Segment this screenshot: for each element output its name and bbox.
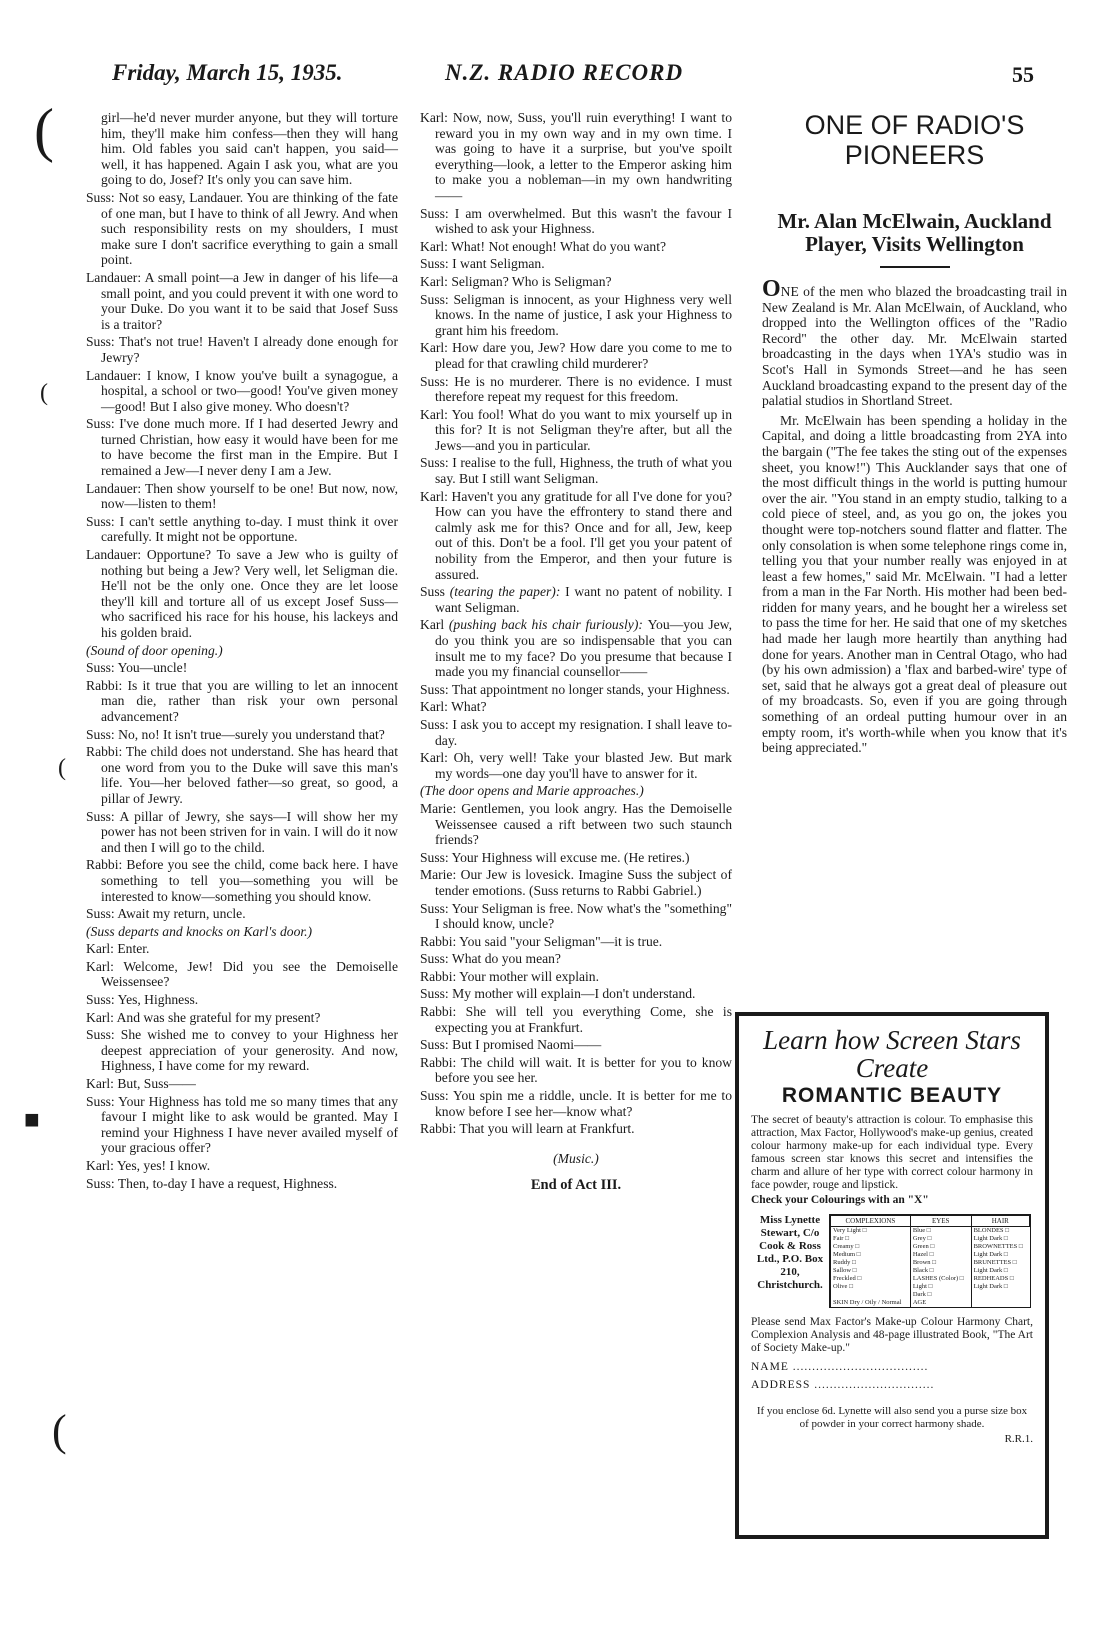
speaker-name: Suss: — [420, 291, 454, 307]
dialogue-line — [420, 617, 732, 679]
speaker-name: Karl: — [420, 238, 452, 254]
hair-option[interactable]: Light Dark □ — [973, 1251, 1008, 1258]
dialogue-line — [420, 867, 732, 898]
chart-header: EYES — [910, 1216, 971, 1227]
dialogue-line — [420, 850, 732, 866]
ad-form-text: Please send Max Factor's Make-up Colour Harmony Chart, Complexion Analysis and 48-page illustrated Book, "The Art of Society Make-up." — [751, 1316, 1033, 1354]
eye-option[interactable]: Grey □ — [912, 1235, 932, 1242]
bracket-mark: ( — [34, 97, 54, 163]
stage-direction: (pushing back his chair furiously): — [448, 617, 648, 633]
speaker-name: Landauer: — [86, 367, 147, 383]
dialogue-line — [86, 1010, 398, 1026]
speaker-name: Suss: — [420, 373, 455, 389]
speaker-name: Suss: — [420, 986, 453, 1002]
line-text: Gentlemen, you look angry. Has the Demoiselle Weissensee caused a rift between two such staunch friends? — [435, 800, 733, 848]
hair-option[interactable]: Light Dark □ — [973, 1267, 1008, 1274]
dialogue-line — [420, 717, 732, 748]
address-field[interactable]: ADDRESS ............................... — [751, 1379, 935, 1391]
speaker-name: Suss: — [420, 205, 455, 221]
dialogue-line — [420, 1121, 732, 1137]
line-text: A pillar of Jewry, she says—I will show her my power has not been striven for in vain. I will do it now and then I will go to the child. — [101, 808, 398, 855]
speaker-name: Rabbi: — [420, 1004, 466, 1020]
line-text: She wished me to convey to your Highness her deepest appreciation of your generosity. And now, Highness, I have come for my reward. — [101, 1027, 398, 1074]
speaker-name: Suss: — [86, 992, 118, 1008]
page-number: 55 — [1012, 62, 1034, 87]
dialogue-line — [86, 547, 398, 641]
line-text: Before you see the child, come back here. I have something to tell you—something you will be interested to know—something you should know. — [101, 857, 398, 904]
speaker-name: Suss: — [86, 726, 119, 742]
speaker-name: Karl: — [420, 406, 452, 422]
dialogue-line — [86, 1076, 398, 1092]
article-paragraph: Mr. McElwain has been spending a holiday in the Capital, and doing a little broadcasting from 2YA into the bargain ("The fee takes the sting out of the expenses sheet, you know!") This Aucklander says that one of the most difficult things in the world is putting humour over the air. "You stand in an empty studio, talking to a cold piece of steel, and, as you go on, the jokes you thought were top-notchers sound flatter and flatter. The only consolation is when some telephone rings come in, telling you that your number really was enjoyed in at least a few homes," said Mr. McElwain. "I had a letter from a man in the Far North. His mother had been bed-ridden for many years, and he bought her a wireless set to pass the time for her. He said that one of my sketches had made her laugh more heartily than anything had done for years. Another man in Central Otago, who had (by his own admission) a 'flax and barbed-wire' type of set, said that he always got a great deal of pleasure out of my broadcasts. So, even if you are going through something of an ordeal putting humour over in an empty room, it's worth-while when you know that it's being appreciated." — [762, 412, 1067, 756]
page-header — [0, 58, 1114, 94]
dialogue-line — [86, 110, 398, 188]
speaker-name: Karl: — [420, 110, 453, 125]
ad-body: The secret of beauty's attraction is colour. To emphasise this attraction, Max Factor, Hollywood's make-up genius, created colour harmony make-up for each individual type. Every famous screen star knows this secret and intensifies the charm and allure of her type with correct colour harmony in face powder, rouge and lipstick. — [751, 1114, 1033, 1191]
speaker-name: Rabbi: — [420, 968, 460, 984]
line-text: You spin me a riddle, uncle. It is better for me to know before I see her—know what? — [435, 1088, 733, 1119]
speaker-name: Karl — [420, 617, 449, 633]
line-text: Your Highness has told me so many times that any favour I might like to ask would be granted. May I remind your Highness I have never availed myself of your gracious offer? — [101, 1093, 398, 1156]
eye-option[interactable]: LASHES (Color) □ — [912, 1275, 964, 1282]
line-text: Not so easy, Landauer. You are thinking of the fate of one man, but I have to think of all Jewry. And when such responsibility rests on my shoulders, I must make sure I don't sacrifice everything to gain a small point. — [101, 189, 398, 268]
bracket-mark: ( — [52, 1406, 67, 1455]
article-column — [762, 110, 1067, 760]
dialogue-line — [420, 699, 732, 715]
line-text: And was she grateful for my present? — [116, 1009, 321, 1025]
age-field[interactable]: AGE — [910, 1299, 971, 1307]
dialogue-line — [86, 1094, 398, 1156]
dialogue-line — [86, 1176, 398, 1192]
dialogue-line — [420, 110, 732, 204]
music-cue: (Music.) — [553, 1150, 599, 1166]
eye-option[interactable]: Brown □ — [912, 1259, 937, 1266]
dialogue-line — [86, 941, 398, 957]
line-text: My mother will explain—I don't understand. — [452, 986, 696, 1002]
line-text: That you will learn at Frankfurt. — [459, 1121, 635, 1137]
line-text: Then, to-day I have a request, Highness. — [117, 1175, 338, 1191]
stage-direction — [86, 924, 398, 940]
speaker-name: Rabbi: — [86, 857, 127, 873]
colouring-chart[interactable] — [829, 1214, 1031, 1308]
speaker-name: Suss: — [86, 906, 118, 922]
dialogue-line — [86, 416, 398, 478]
hair-option[interactable]: BRUNETTES □ — [973, 1259, 1017, 1266]
ad-headline: Learn how Screen Stars Create — [763, 1025, 1021, 1083]
line-text: Opportune? To save a Jew who is guilty of nothing but being a Jew? Very well, let Seligman die. He'll not be the only one. Once they are let loose they'll kill and torture all of us except Josef Suss—who sacrificed his race for his house, his lackeys and his golden braid. — [101, 547, 398, 640]
dialogue-line — [420, 274, 732, 290]
speaker-name: Rabbi: — [86, 677, 128, 693]
speaker-name: Rabbi: — [420, 933, 460, 949]
dialogue-line — [86, 906, 398, 922]
dialogue-line — [86, 959, 398, 990]
divider — [880, 266, 950, 268]
eye-option[interactable]: Blue □ — [912, 1227, 931, 1234]
ad-check-instruction: Check your Colourings with an "X" — [751, 1194, 929, 1206]
line-text: A small point—a Jew in danger of his life—a small point, and you could prevent it with one word to your Duke. Do you want it to be said that Josef Suss is a traitor? — [101, 269, 398, 332]
dialogue-line — [86, 727, 398, 743]
complexion-option[interactable]: Ruddy □ — [833, 1259, 856, 1266]
line-text: The child will wait. It is better for you to know before you see her. — [435, 1054, 732, 1086]
dialogue-line — [420, 1037, 732, 1053]
publication-title: N.Z. RADIO RECORD — [445, 60, 684, 85]
dialogue-line — [420, 340, 732, 371]
coupon — [751, 1214, 1033, 1308]
dialogue-line — [420, 455, 732, 486]
skin-field[interactable]: SKIN Dry / Oily / Normal — [831, 1299, 911, 1307]
line-text: (Sound of door opening.) — [86, 642, 223, 658]
stage-direction — [420, 783, 732, 799]
dialogue-line — [420, 901, 732, 932]
dialogue-line — [86, 660, 398, 676]
play-column-1 — [86, 110, 398, 1193]
line-text: (The door opens and Marie approaches.) — [420, 783, 644, 799]
dialogue-line — [420, 489, 732, 583]
line-text: Await my return, uncle. — [117, 906, 246, 922]
speaker-name: Marie: — [420, 867, 461, 883]
stage-direction: (tearing the paper): — [449, 584, 566, 600]
speaker-name: Suss: — [420, 455, 453, 471]
line-text: girl—he'd never murder anyone, but they will torture him, they'll make him confess—then they will hang him. Old fables you said can't happen, you said—well, it has happened. Again I ask you, what are you going to do, Josef? It's only you can save him. — [101, 110, 398, 188]
dialogue-line — [86, 514, 398, 545]
dialogue-line — [86, 334, 398, 365]
dialogue-line — [420, 374, 732, 405]
speaker-name: Suss: — [86, 808, 120, 824]
line-text: I am overwhelmed. But this wasn't the favour I wished to ask your Highness. — [435, 205, 732, 237]
line-text: Is it true that you are willing to let an innocent man die, rather than risk your own personal advancement? — [101, 677, 398, 724]
line-text: No, no! It isn't true—surely you understand that? — [118, 726, 385, 742]
speaker-name: Karl: — [86, 941, 118, 957]
dialogue-line — [86, 270, 398, 332]
dialogue-line — [420, 682, 732, 698]
dialogue-line — [86, 857, 398, 904]
speaker-name: Suss: — [420, 256, 453, 272]
speaker-name: Suss: — [420, 1037, 453, 1053]
speaker-name: Rabbi: — [420, 1121, 460, 1137]
speaker-name: Suss: — [86, 1093, 119, 1109]
dialogue-line — [86, 481, 398, 512]
line-text: Now, now, Suss, you'll ruin everything! I want to reward you in my own way and in my own time. I was going to have it a surprise, but you've spoilt everything—look, a letter to the Emperor asking him to make you a nobleman—in my own handwriting—— — [435, 110, 732, 203]
ad-footer: If you enclose 6d. Lynette will also send you a purse size box of powder in your correct harmony shade. — [756, 1405, 1028, 1430]
line-text: Seligman is innocent, as your Highness very well knows. In the name of justice, I ask your Highness to grant him his freedom. — [435, 291, 732, 338]
line-text: But I promised Naomi—— — [452, 1037, 602, 1053]
hair-option[interactable]: BROWNETTES □ — [973, 1243, 1023, 1250]
complexion-option[interactable]: Olive □ — [833, 1283, 853, 1290]
line-text: Haven't you any gratitude for all I've done for you? How can you have the effrontery to stand there and calmly ask me for this? Once and for all, Jew, keep out of this. Don't be a fool. I'll get you your patent of nobility from the Emperor, and then your future is assured. — [435, 488, 732, 582]
name-field[interactable]: NAME ................................... — [751, 1361, 929, 1373]
line-text: That's not true! Haven't I already done enough for Jewry? — [101, 334, 398, 365]
ad-reference: R.R.1. — [1004, 1433, 1033, 1445]
speaker-name: Landauer: — [86, 547, 147, 563]
speaker-name: Suss: — [420, 849, 452, 865]
eye-option[interactable]: Hazel □ — [912, 1251, 934, 1258]
speaker-name: Suss: — [86, 189, 119, 205]
complexion-option[interactable]: Creamy □ — [833, 1243, 860, 1250]
speaker-name: Landauer: — [86, 480, 145, 496]
dialogue-line — [420, 934, 732, 950]
line-text: Enter. — [117, 941, 150, 957]
dialogue-line — [420, 292, 732, 339]
chart-header: COMPLEXIONS — [831, 1216, 911, 1227]
dialogue-line — [420, 584, 732, 615]
speaker-name: Karl: — [86, 1009, 117, 1025]
dialogue-line — [420, 1055, 732, 1086]
line-text: How dare you, Jew? How dare you come to me to plead for that crawling child murderer? — [435, 340, 732, 371]
hair-option[interactable]: REDHEADS □ — [973, 1275, 1014, 1282]
dialogue-line — [420, 407, 732, 454]
dialogue-line — [86, 190, 398, 268]
speaker-name: Suss: — [86, 334, 119, 350]
dialogue-line — [420, 206, 732, 237]
speaker-name: Suss: — [86, 1175, 118, 1191]
line-text: You—you Jew, do you think you are so indispensable that you can insult me to my face? Do you presume that because I made you my financial counsellor—— — [435, 617, 732, 680]
hair-option[interactable]: BLONDES □ — [973, 1227, 1010, 1234]
dialogue-line — [86, 678, 398, 725]
dialogue-line — [86, 1158, 398, 1174]
speaker-name: Karl: — [420, 699, 452, 715]
line-text: What! Not enough! What do you want? — [451, 238, 667, 254]
speaker-name: Suss: — [86, 513, 120, 529]
mailing-address: Miss Lynette Stewart, C/o Cook & Ross Ltd., P.O. Box 210, Christchurch. — [756, 1214, 824, 1291]
complexion-option[interactable]: Very Light □ — [833, 1227, 867, 1234]
line-text: He is no murderer. There is no evidence. I must therefore repeat my request for this freedom. — [435, 373, 732, 405]
speaker-name: Suss: — [86, 1027, 121, 1043]
article-paragraph: ONE of the men who blazed the broadcasting trail in New Zealand is Mr. Alan McElwain, of Auckland, who dropped into the Wellington offices of the "Radio Record" the other day. Mr. McElwain started broadcasting in the days when 1YA's studio was in Scot's Hall in Symonds Street—and he has seen Auckland broadcasting expand to the present day of the palatial studios in Shortland Street. — [762, 276, 1067, 409]
dialogue-line — [420, 239, 732, 255]
line-text: What do you mean? — [451, 951, 561, 967]
ink-blot-mark: ■ — [24, 1105, 40, 1134]
bracket-mark: ( — [40, 380, 48, 406]
line-text: Our Jew is lovesick. Imagine Suss the subject of tender emotions. (Suss returns to Rabbi Gabriel.) — [435, 867, 732, 898]
speaker-name: Karl: — [420, 340, 453, 356]
line-text: I've done much more. If I had deserted Jewry and turned Christian, how easy it would have been for me to have become the first man in the Empire. But I remained a Jew—I never deny I am a Jew. — [101, 416, 398, 479]
speaker-name: Marie: — [420, 800, 462, 816]
speaker-name: Suss: — [86, 416, 120, 432]
dialogue-line — [86, 809, 398, 856]
line-text: I know, I know you've built a synagogue, a hospital, a school or two—good! You've given money—good! But I also give money. Who doesn't? — [101, 367, 398, 414]
line-text: (Suss departs and knocks on Karl's door.) — [86, 923, 313, 939]
dialogue-line — [86, 368, 398, 415]
line-text: But, Suss—— — [117, 1076, 196, 1092]
speaker-name: Suss: — [420, 1088, 453, 1104]
speaker-name: Karl: — [420, 488, 452, 504]
speaker-name: Landauer: — [86, 269, 145, 285]
speaker-name: Suss: — [86, 660, 118, 676]
speaker-name: Suss: — [420, 681, 452, 697]
speaker-name: Karl: — [86, 958, 124, 974]
line-text: I want Seligman. — [452, 256, 545, 272]
speaker-name: Karl: — [86, 1076, 118, 1092]
dialogue-line — [420, 969, 732, 985]
eye-option[interactable]: Dark □ — [912, 1291, 932, 1298]
line-text: Yes, yes! I know. — [116, 1158, 211, 1173]
play-column-2 — [420, 110, 732, 1194]
end-of-act: End of Act III. — [530, 1177, 622, 1194]
line-text: The child does not understand. She has heard that one word from you to the Duke will save this man's life. You—her beloved father—so great, so good, a pillar of Jewry. — [101, 744, 398, 806]
chart-header: HAIR — [971, 1216, 1029, 1227]
drop-cap: O — [762, 276, 781, 302]
eye-option[interactable]: Green □ — [912, 1243, 935, 1250]
article-title: ONE OF RADIO'S PIONEERS — [804, 110, 1025, 170]
line-text: Your Seligman is free. Now what's the "something" I should know, uncle? — [435, 900, 733, 932]
line-text: Then show yourself to be one! But now, now, now—listen to them! — [101, 480, 398, 512]
speaker-name: Karl: — [420, 273, 452, 289]
line-text: You fool! What do you want to mix yourself up in this for? It is not Seligman they're after, but all the Jews—and you in particular. — [435, 406, 733, 453]
complexion-option[interactable]: Sallow □ — [833, 1267, 857, 1274]
stage-direction — [86, 643, 398, 659]
line-text: Yes, Highness. — [117, 992, 199, 1008]
line-text: Seligman? Who is Seligman? — [451, 273, 612, 289]
dialogue-line — [420, 1004, 732, 1035]
eye-option[interactable]: Light □ — [912, 1283, 933, 1290]
speaker-name: Suss: — [420, 716, 453, 732]
line-text: I realise to the full, Highness, the truth of what you say. But I still want Seligman. — [435, 455, 732, 487]
complexion-option[interactable]: Fair □ — [833, 1235, 850, 1242]
complexion-option[interactable]: Freckled □ — [833, 1275, 862, 1282]
speaker-name: Suss: — [420, 900, 452, 916]
line-text: You—uncle! — [117, 660, 188, 676]
speaker-name: Rabbi: — [86, 744, 126, 760]
hair-option[interactable]: Light Dark □ — [973, 1283, 1008, 1290]
line-text: What? — [451, 699, 487, 715]
dialogue-line — [420, 986, 732, 1002]
speaker-name: Suss — [420, 584, 450, 600]
article-subtitle: Mr. Alan McElwain, Auckland Player, Visits Wellington — [777, 209, 1052, 256]
ad-headline-bold: ROMANTIC BEAUTY — [781, 1084, 1003, 1107]
line-text: She will tell you everything Come, she is expecting you at Frankfurt. — [435, 1004, 732, 1035]
line-text: I want no patent of nobility. I want Seligman. — [435, 584, 732, 615]
bracket-mark: ( — [58, 755, 66, 781]
hair-option[interactable]: Light Dark □ — [973, 1235, 1008, 1242]
eye-option[interactable]: Black □ — [912, 1267, 934, 1274]
line-text: That appointment no longer stands, your Highness. — [451, 681, 730, 697]
dialogue-line — [86, 992, 398, 1008]
line-text: Your mother will explain. — [459, 968, 599, 984]
speaker-name: Suss: — [420, 951, 452, 967]
issue-date: Friday, March 15, 1935. — [112, 60, 343, 85]
line-text: Your Highness will excuse me. (He retires.) — [451, 849, 690, 865]
line-text: I can't settle anything to-day. I must think it over carefully. It might not be opportune. — [101, 513, 398, 545]
dialogue-line — [86, 1027, 398, 1074]
line-text: Oh, very well! Take your blasted Jew. But mark my words—one day you'll have to answer for it. — [435, 750, 732, 781]
dialogue-line — [86, 744, 398, 806]
speaker-name: Karl: — [86, 1158, 117, 1173]
speaker-name: Rabbi: — [420, 1054, 461, 1070]
dialogue-line — [420, 750, 732, 781]
dialogue-line — [420, 951, 732, 967]
speaker-name: Karl: — [420, 750, 454, 766]
line-text: You said "your Seligman"—it is true. — [459, 933, 663, 949]
line-text: I ask you to accept my resignation. I shall leave to-day. — [435, 716, 732, 748]
dialogue-line — [420, 256, 732, 272]
dialogue-line — [420, 801, 732, 848]
dialogue-line — [420, 1088, 732, 1119]
max-factor-advertisement — [735, 1012, 1049, 1539]
complexion-option[interactable]: Medium □ — [833, 1251, 861, 1258]
line-text: Welcome, Jew! Did you see the Demoiselle Weissensee? — [101, 958, 398, 990]
